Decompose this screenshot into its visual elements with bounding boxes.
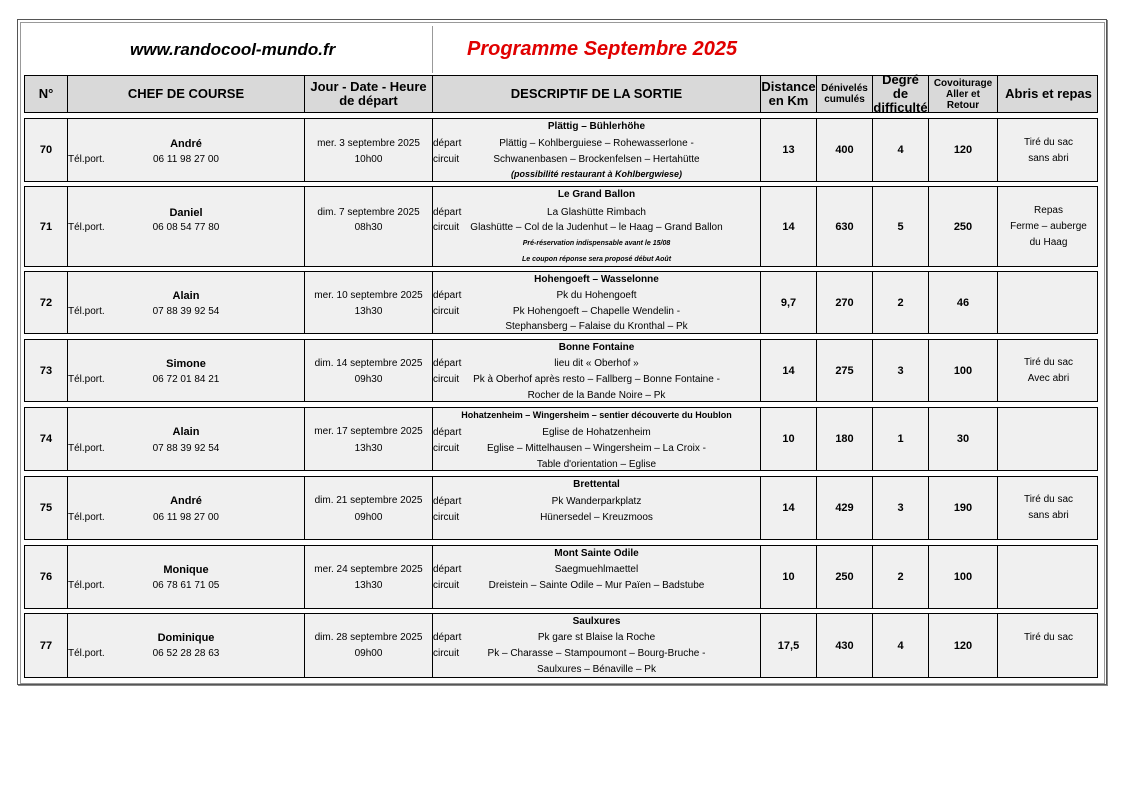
covoiturage: 120 [929, 119, 998, 181]
distance: 14 [761, 187, 817, 266]
circuit-text: Eglise – Mittelhausen – Wingersheim – La Croix - [487, 443, 706, 454]
site-url: www.randocool-mundo.fr [130, 40, 336, 59]
time-text: 13h30 [354, 306, 383, 317]
desc-title: Le Grand Ballon [557, 189, 636, 200]
desc-title: Plättig – Bühlerhöhe [547, 121, 646, 132]
tel-label: Tél.port. [68, 648, 105, 659]
chef-name: Daniel [169, 207, 203, 219]
chef-cell [68, 187, 305, 266]
tel-number: 06 11 98 27 00 [153, 512, 219, 523]
desc-title: Hohengoeft – Wasselonne [534, 274, 659, 285]
col-abris: Abris et repas [1005, 86, 1092, 101]
abris-line: Tiré du sac [1023, 357, 1074, 368]
chef-cell [68, 340, 305, 401]
chef-cell [68, 272, 305, 333]
circuit-text-cont: Stephansberg – Falaise du Kronthal – Pk [505, 321, 688, 332]
depart-label: départ [433, 207, 462, 218]
depart-label: départ [433, 138, 462, 149]
circuit-text: Schwanenbasen – Brockenfelsen – Hertahütte [493, 154, 700, 165]
chef-name: Alain [172, 426, 200, 438]
circuit-label: circuit [433, 512, 460, 523]
tel-number: 06 72 01 84 21 [152, 374, 220, 385]
row-number: 76 [25, 546, 68, 608]
distance: 13 [761, 119, 817, 181]
row-number: 75 [25, 477, 68, 539]
desc-title: Bonne Fontaine [558, 342, 635, 353]
programme-title: Programme Septembre 2025 [467, 38, 738, 60]
depart-label: départ [433, 358, 462, 369]
distance: 10 [761, 546, 817, 608]
depart-label: départ [433, 564, 462, 575]
degre: 3 [873, 340, 929, 401]
date-text: dim. 21 septembre 2025 [314, 495, 423, 506]
circuit-text: Glashütte – Col de la Judenhut – le Haag – Grand Ballon [470, 222, 723, 233]
depart-label: départ [433, 632, 462, 643]
circuit-text: Pk à Oberhof après resto – Fallberg – Bonne Fontaine - [473, 374, 720, 385]
row-number: 70 [25, 119, 68, 181]
depart-text: Saegmuehlmaettel [554, 564, 639, 575]
date-cell [305, 546, 433, 608]
time-text: 08h30 [354, 222, 383, 233]
desc-cell [433, 614, 761, 677]
circuit-label: circuit [433, 154, 460, 165]
abris-line: sans abri [1028, 510, 1069, 521]
table-row [24, 545, 1098, 609]
denivele: 180 [817, 408, 873, 470]
col-denivele: Dénivelés cumulés [817, 76, 873, 112]
distance: 10 [761, 408, 817, 470]
circuit-label: circuit [433, 374, 460, 385]
abris-cell [998, 119, 1099, 181]
circuit-label: circuit [433, 443, 460, 454]
abris-cell [998, 187, 1099, 266]
tel-label: Tél.port. [68, 374, 105, 385]
row-number: 74 [25, 408, 68, 470]
row-number: 77 [25, 614, 68, 677]
distance: 14 [761, 340, 817, 401]
chef-name: Dominique [157, 632, 215, 644]
abris-line: Tiré du sac [1023, 494, 1074, 505]
abris-line: Avec abri [1027, 373, 1070, 384]
depart-text: Pk gare st Blaise la Roche [537, 632, 656, 643]
table-row [24, 118, 1098, 182]
chef-cell [68, 614, 305, 677]
abris-line: Repas [1034, 205, 1063, 216]
degre: 2 [873, 546, 929, 608]
depart-text: Pk Wanderparkplatz [551, 496, 642, 507]
depart-text: lieu dit « Oberhof » [554, 358, 639, 369]
covoiturage: 250 [929, 187, 998, 266]
chef-cell [68, 119, 305, 181]
col-degre: Degré de difficulté [873, 72, 928, 115]
col-date: Jour - Date - Heure de départ [305, 76, 433, 112]
covoiturage: 190 [929, 477, 998, 539]
table-row [24, 271, 1098, 334]
date-cell [305, 119, 433, 181]
time-text: 09h30 [354, 374, 383, 385]
denivele: 630 [817, 187, 873, 266]
degre: 3 [873, 477, 929, 539]
distance: 9,7 [761, 272, 817, 333]
desc-note: Pré-réservation indispensable avant le 15/08 [522, 240, 671, 247]
desc-cell [433, 408, 761, 470]
tel-number: 07 88 39 92 54 [152, 443, 220, 454]
time-text: 13h30 [354, 580, 383, 591]
table-row [24, 613, 1098, 678]
chef-name: Simone [166, 358, 206, 370]
date-cell [305, 340, 433, 401]
distance: 17,5 [761, 614, 817, 677]
circuit-label: circuit [433, 648, 460, 659]
abris-cell [998, 614, 1099, 677]
desc-cell [433, 340, 761, 401]
circuit-text-cont: Table d'orientation – Eglise [536, 459, 657, 470]
desc-cell [433, 272, 761, 333]
abris-cell [998, 408, 1099, 470]
depart-label: départ [433, 496, 462, 507]
title-divider [432, 26, 433, 73]
circuit-label: circuit [433, 306, 460, 317]
distance: 14 [761, 477, 817, 539]
col-distance: Distance en Km [761, 76, 817, 112]
abris-cell [998, 340, 1099, 401]
chef-name: André [170, 495, 202, 507]
circuit-text-cont: Saulxures – Bénaville – Pk [537, 664, 656, 675]
covoiturage: 46 [929, 272, 998, 333]
desc-note: Le coupon réponse sera proposé début Août [521, 256, 672, 263]
denivele: 270 [817, 272, 873, 333]
col-covoit: Covoiturage Aller et Retour [929, 76, 998, 112]
desc-title: Hohatzenheim – Wingersheim – sentier découverte du Houblon [461, 410, 732, 420]
col-desc: DESCRIPTIF DE LA SORTIE [433, 76, 761, 112]
abris-cell [998, 272, 1099, 333]
time-text: 13h30 [354, 443, 383, 454]
depart-text: La Glashütte Rimbach [547, 207, 646, 218]
table-row [24, 339, 1098, 402]
covoiturage: 120 [929, 614, 998, 677]
chef-cell [68, 477, 305, 539]
col-chef: CHEF DE COURSE [68, 76, 305, 112]
tel-number: 06 11 98 27 00 [153, 154, 219, 165]
tel-number: 06 78 61 71 05 [152, 580, 220, 591]
date-text: mer. 24 septembre 2025 [314, 564, 423, 575]
abris-cell [998, 546, 1099, 608]
date-cell [305, 614, 433, 677]
abris-cell [998, 477, 1099, 539]
table-row [24, 186, 1098, 267]
desc-title: Mont Sainte Odile [554, 548, 639, 559]
desc-cell [433, 477, 761, 539]
chef-cell [68, 408, 305, 470]
circuit-text: Pk Hohengoeft – Chapelle Wendelin - [512, 306, 681, 317]
desc-title: Brettental [573, 479, 620, 490]
abris-line: Ferme – auberge [1010, 221, 1087, 232]
denivele: 429 [817, 477, 873, 539]
desc-title: Saulxures [572, 616, 621, 627]
depart-label: départ [433, 427, 462, 438]
date-text: dim. 28 septembre 2025 [314, 632, 423, 643]
desc-note: (possibilité restaurant à Kohlbergwiese) [510, 169, 683, 179]
desc-cell [433, 119, 761, 181]
row-number: 72 [25, 272, 68, 333]
time-text: 09h00 [354, 512, 383, 523]
circuit-label: circuit [433, 580, 460, 591]
denivele: 400 [817, 119, 873, 181]
degre: 4 [873, 119, 929, 181]
circuit-text-cont: Rocher de la Bande Noire – Pk [527, 390, 666, 401]
circuit-text: Hünersedel – Kreuzmoos [540, 512, 653, 523]
circuit-label: circuit [433, 222, 460, 233]
denivele: 430 [817, 614, 873, 677]
tel-number: 07 88 39 92 54 [152, 306, 220, 317]
tel-number: 06 08 54 77 80 [152, 222, 220, 233]
tel-label: Tél.port. [68, 306, 105, 317]
degre: 1 [873, 408, 929, 470]
date-text: dim. 14 septembre 2025 [314, 358, 423, 369]
degre: 5 [873, 187, 929, 266]
chef-name: André [170, 138, 202, 150]
depart-text: Plättig – Kohlberguiese – Rohewasserlone - [499, 138, 694, 149]
depart-text: Eglise de Hohatzenheim [542, 427, 651, 438]
degre: 2 [873, 272, 929, 333]
date-text: mer. 10 septembre 2025 [314, 290, 423, 301]
tel-label: Tél.port. [68, 222, 105, 233]
tel-label: Tél.port. [68, 512, 105, 523]
time-text: 10h00 [354, 154, 383, 165]
desc-cell [433, 187, 761, 266]
tel-number: 06 52 28 28 63 [152, 648, 220, 659]
abris-line: du Haag [1029, 237, 1068, 248]
date-cell [305, 187, 433, 266]
date-text: mer. 3 septembre 2025 [317, 138, 420, 149]
denivele: 275 [817, 340, 873, 401]
date-text: mer. 17 septembre 2025 [314, 426, 423, 437]
depart-text: Pk du Hohengoeft [556, 290, 637, 301]
circuit-text: Dreistein – Sainte Odile – Mur Païen – Badstube [488, 580, 705, 591]
chef-name: Alain [172, 290, 200, 302]
covoiturage: 30 [929, 408, 998, 470]
degre: 4 [873, 614, 929, 677]
depart-label: départ [433, 290, 462, 301]
abris-line: sans abri [1028, 153, 1069, 164]
col-num: N° [25, 76, 68, 112]
row-number: 71 [25, 187, 68, 266]
covoiturage: 100 [929, 340, 998, 401]
table-row [24, 476, 1098, 540]
tel-label: Tél.port. [68, 443, 105, 454]
covoiturage: 100 [929, 546, 998, 608]
row-number: 73 [25, 340, 68, 401]
abris-line: Tiré du sac [1023, 137, 1074, 148]
time-text: 09h00 [354, 648, 383, 659]
tel-label: Tél.port. [68, 154, 105, 165]
tel-label: Tél.port. [68, 580, 105, 591]
abris-line: Tiré du sac [1023, 632, 1074, 643]
table-row [24, 407, 1098, 471]
date-cell [305, 477, 433, 539]
date-cell [305, 408, 433, 470]
desc-cell [433, 546, 761, 608]
chef-name: Monique [163, 564, 209, 576]
chef-cell [68, 546, 305, 608]
table-header [24, 72, 1098, 115]
date-cell [305, 272, 433, 333]
circuit-text: Pk – Charasse – Stampoumont – Bourg-Bruche - [487, 648, 706, 659]
denivele: 250 [817, 546, 873, 608]
date-text: dim. 7 septembre 2025 [317, 207, 420, 218]
